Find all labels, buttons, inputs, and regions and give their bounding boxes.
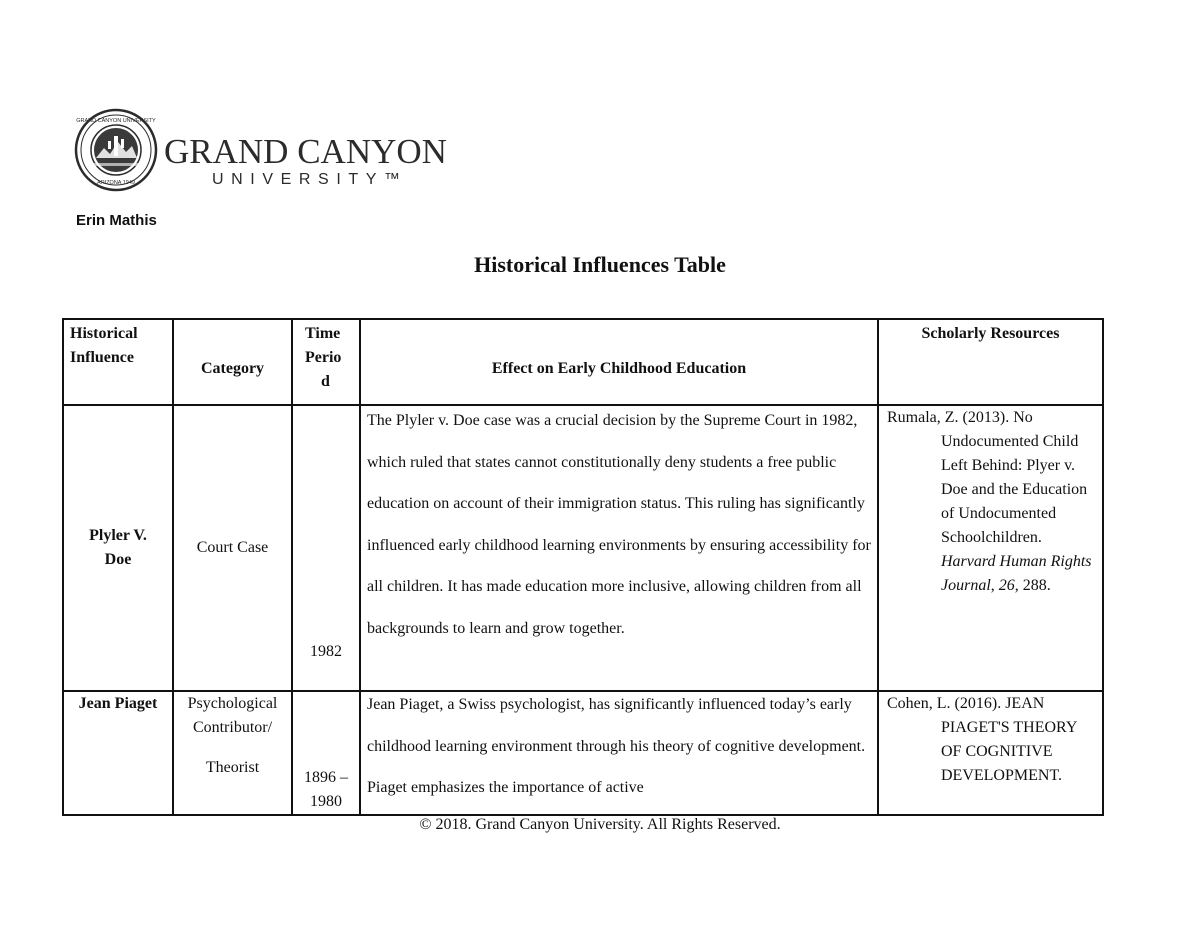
cell-category: Psychological Contributor/ Theorist: [173, 691, 292, 815]
author-name: Erin Mathis: [76, 212, 157, 229]
cell-effect: The Plyler v. Doe case was a crucial decision by the Supreme Court in 1982, which ruled that states cannot constitutionally deny students a free public education on account of their immigration status. This ruling has significantly influenced early childhood learning environments by ensuring accessibility for all children. It has made education more inclusive, allowing children from all backgrounds to learn and grow together.: [360, 405, 878, 691]
cell-scholarly-resource: Rumala, Z. (2013). No Undocumented Child Left Behind: Plyer v. Doe and the Education of Undocumented Schoolchildren. Harvard Human Rights Journal, 26, 288.: [878, 405, 1103, 691]
table-header-row: [63, 319, 1103, 405]
cell-scholarly-resource: Cohen, L. (2016). JEAN PIAGET'S THEORY OF COGNITIVE DEVELOPMENT.: [878, 691, 1103, 815]
header-scholarly-resources: Scholarly Resources: [878, 319, 1103, 405]
seal-text-bottom: ARIZONA 1949: [97, 180, 135, 186]
table-row: [63, 691, 1103, 815]
seal-text-top: GRAND CANYON UNIVERSITY: [76, 118, 156, 124]
cell-category: Court Case: [173, 405, 292, 691]
header-time-period: Time Perio d: [292, 319, 360, 405]
historical-influences-table: [62, 318, 1104, 816]
copyright-footer: © 2018. Grand Canyon University. All Rights Reserved.: [419, 816, 781, 833]
university-seal-icon: [74, 108, 158, 192]
logo-wordmark-sub: UNIVERSITY™: [212, 171, 408, 188]
cell-time-period: 1896 – 1980: [292, 691, 360, 815]
cell-influence: Jean Piaget: [63, 691, 173, 815]
cell-effect: Jean Piaget, a Swiss psychologist, has significantly influenced today’s early childhood learning environment through his theory of cognitive development. Piaget emphasizes the importance of active: [360, 691, 878, 815]
header-historical-influence: Historical Influence: [63, 319, 173, 405]
cell-time-period: 1982: [292, 405, 360, 691]
cell-influence: Plyler V. Doe: [63, 405, 173, 691]
header-category: Category: [173, 319, 292, 405]
header-effect: Effect on Early Childhood Education: [360, 319, 878, 405]
document-title: Historical Influences Table: [474, 252, 726, 277]
logo-wordmark: GRAND CANYON: [164, 132, 447, 171]
table-row: [63, 405, 1103, 691]
university-logo: [74, 108, 454, 196]
